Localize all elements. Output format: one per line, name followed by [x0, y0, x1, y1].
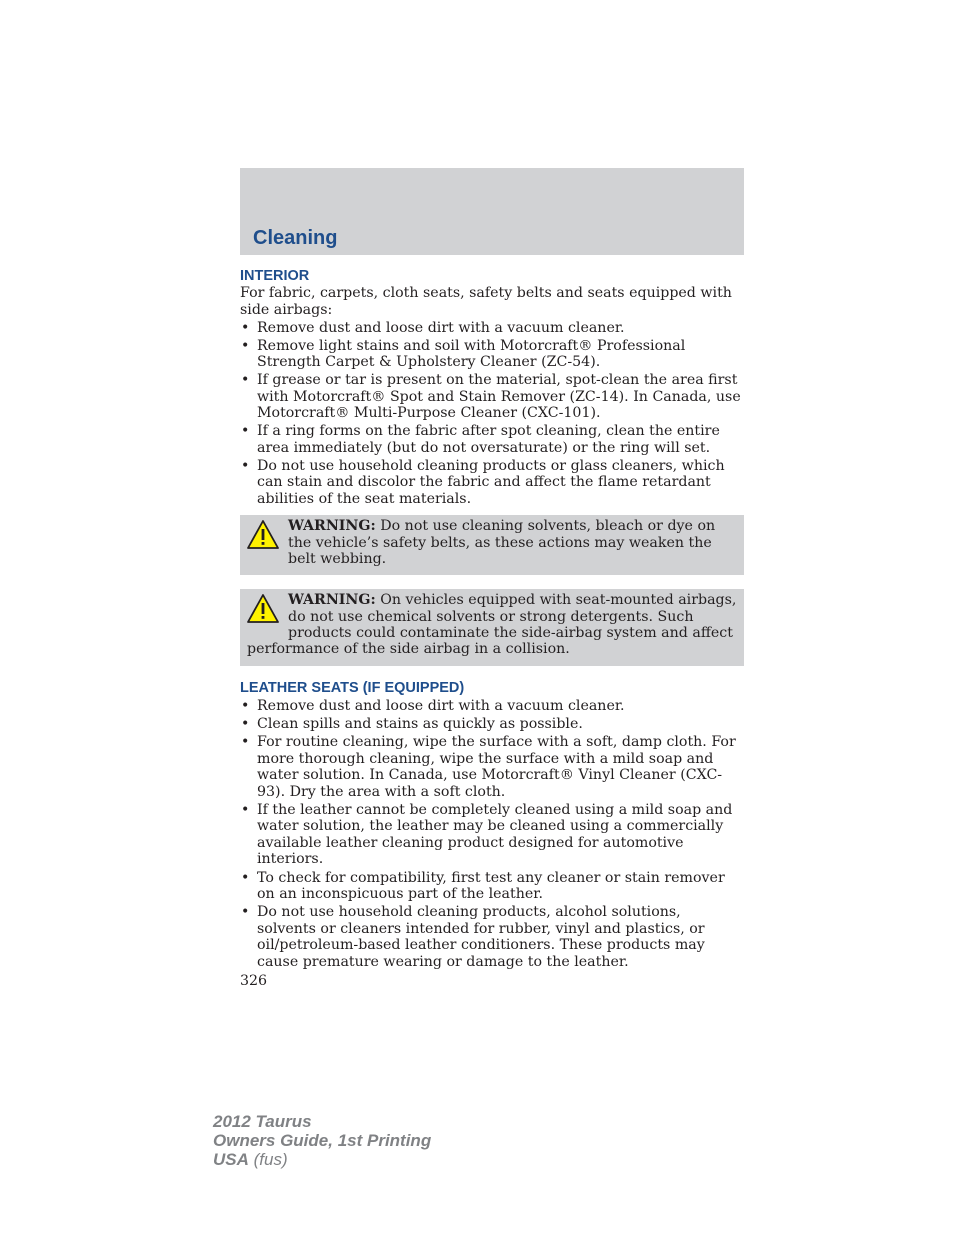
section-title: Cleaning [253, 227, 338, 249]
list-item: • If the leather cannot be completely cleaned using a mild soap and water solution, the leather may be cleaned using a commercially available leather cleaning product designed for automotive interiors. [240, 802, 744, 868]
warning-text: On vehicles equipped with seat-mounted airbags, do not use chemical solvents or strong detergents. Such products could contaminate the side-airbag system and affect performance of the side airbag in a collision. [247, 592, 737, 658]
footer-printing: Owners Guide, 1st Printing [213, 1131, 432, 1150]
list-item: • To check for compatibility, first test any cleaner or stain remover on an inconspicuous part of the leather. [240, 870, 744, 903]
list-item: • For routine cleaning, wipe the surface with a soft, damp cloth. For more thorough cleaning, wipe the surface with a mild soap and water solution. In Canada, use Motorcraft® Vinyl Cleaner (CXC-93). Dry the area with a soft cloth. [240, 734, 744, 800]
list-item: • If a ring forms on the fabric after spot cleaning, clean the entire area immediately (but do not oversaturate) or the ring will set. [240, 423, 744, 456]
list-item: • Remove light stains and soil with Motorcraft® Professional Strength Carpet & Upholstery Cleaner (ZC-54). [240, 338, 744, 371]
section-header-band [240, 168, 744, 255]
warning-triangle-icon [247, 519, 279, 551]
footer-code: (fus) [248, 1150, 288, 1169]
footer-region [213, 1150, 431, 1169]
page-content [240, 268, 744, 990]
list-item: • Remove dust and loose dirt with a vacuum cleaner. [240, 698, 744, 715]
list-item: • Do not use household cleaning products, alcohol solutions, solvents or cleaners intended for rubber, vinyl and plastics, or oil/petroleum-based leather conditioners. These products may cause premature wearing or damage to the leather. [240, 904, 744, 970]
list-item: • If grease or tar is present on the material, spot-clean the area first with Motorcraft® Spot and Stain Remover (ZC-14). In Canada, use Motorcraft® Multi-Purpose Cleaner (CXC-101). [240, 372, 744, 422]
interior-bullet-list [240, 320, 744, 508]
leather-heading: LEATHER SEATS (IF EQUIPPED) [240, 679, 465, 696]
warning-text: Do not use cleaning solvents, bleach or dye on the vehicle’s safety belts, as these actions may weaken the belt webbing. [288, 518, 716, 568]
warning-label: WARNING: [288, 518, 376, 535]
document-footer [213, 1112, 431, 1169]
page-number: 326 [240, 973, 268, 990]
list-item: • Remove dust and loose dirt with a vacuum cleaner. [240, 320, 744, 337]
warning-box-airbags [240, 589, 744, 665]
warning-triangle-icon [247, 593, 279, 625]
list-item: • Clean spills and stains as quickly as possible. [240, 716, 744, 733]
warning-box-safety-belts [240, 515, 744, 575]
warning-label: WARNING: [288, 592, 376, 609]
interior-heading: INTERIOR [240, 268, 310, 284]
footer-country: USA [213, 1150, 249, 1169]
footer-model: 2012 Taurus [213, 1112, 312, 1131]
list-item: • Do not use household cleaning products or glass cleaners, which can stain and discolor the fabric and affect the flame retardant abilities of the seat materials. [240, 458, 744, 508]
leather-bullet-list [240, 698, 744, 970]
interior-intro: For fabric, carpets, cloth seats, safety belts and seats equipped with side airbags: [240, 285, 732, 318]
